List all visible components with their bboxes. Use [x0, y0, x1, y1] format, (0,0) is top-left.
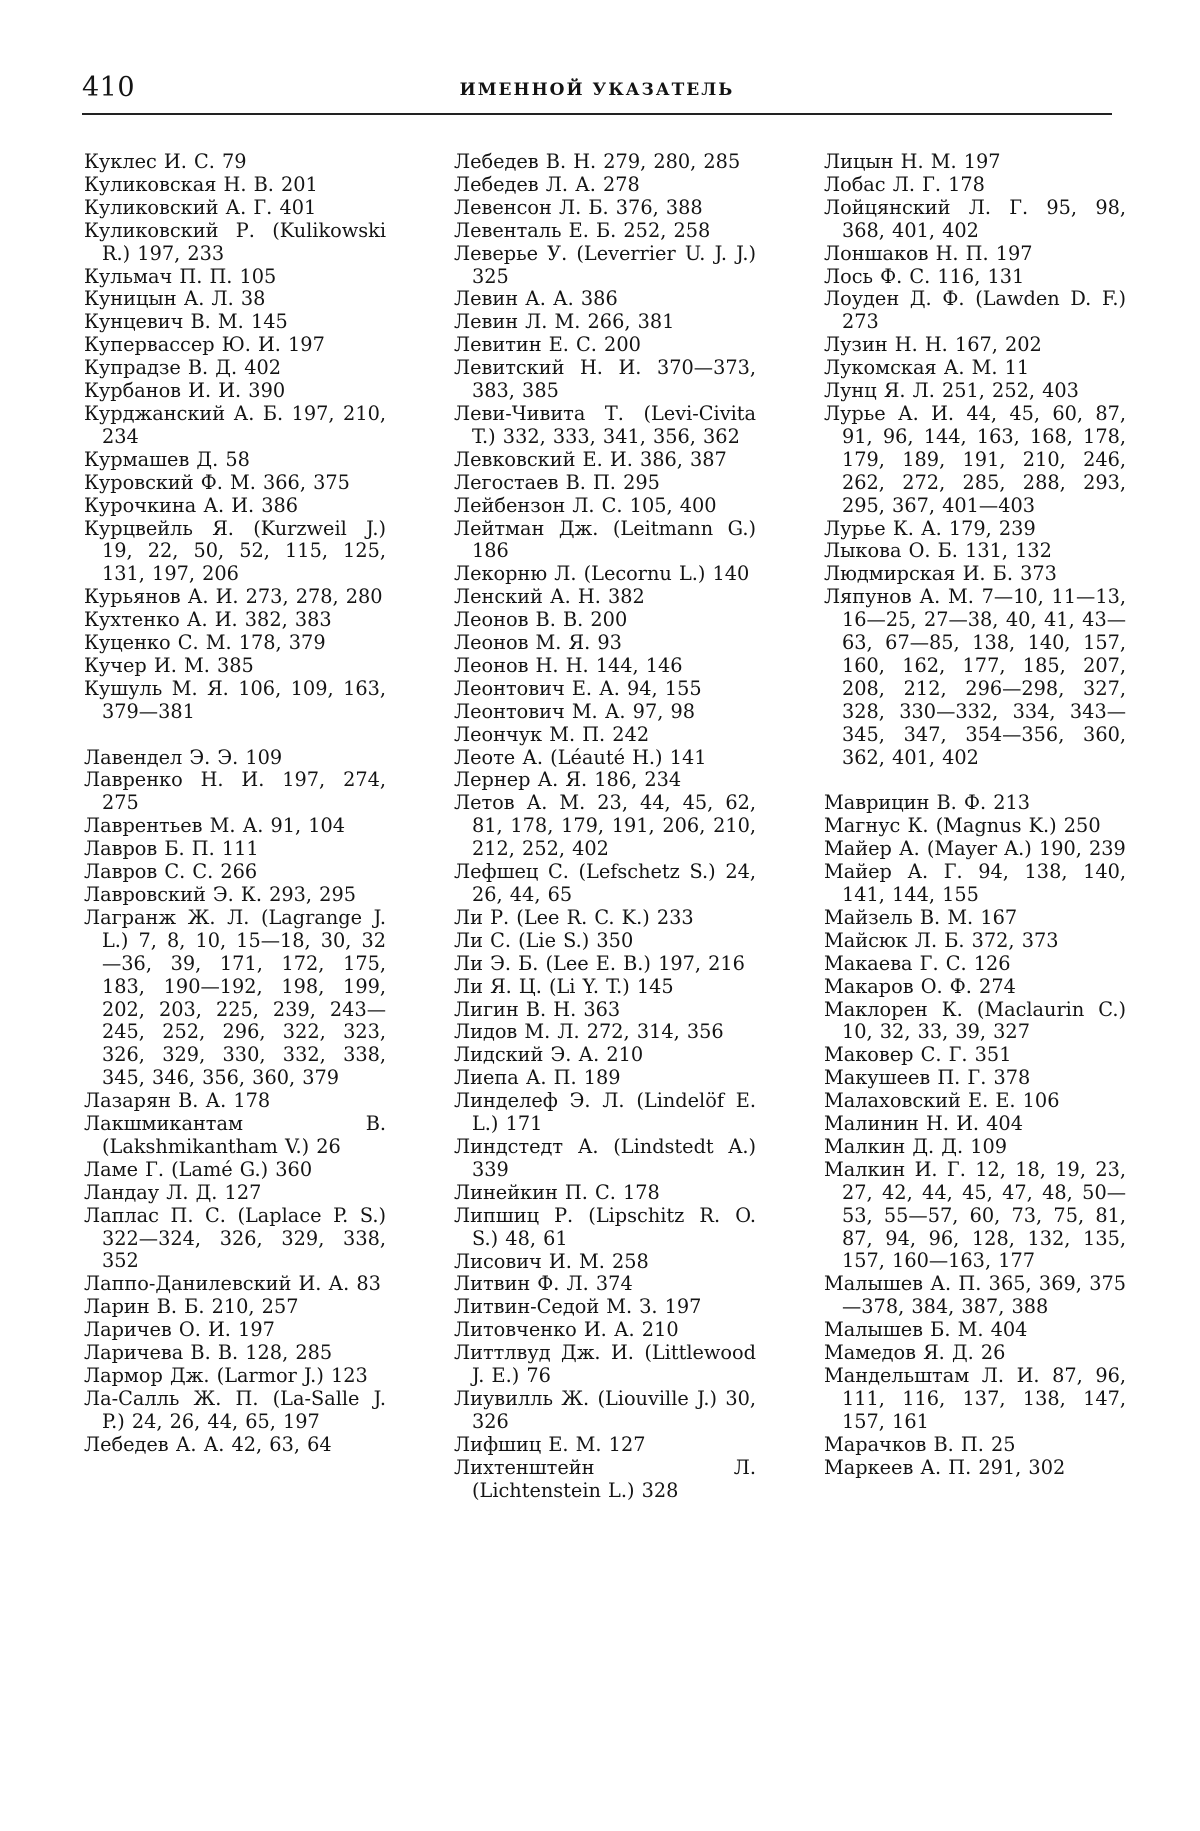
index-entry: Лакшмикантам В. (Lakshmikantham V.) 26: [84, 1112, 386, 1158]
index-entry: Маклорен К. (Maclaurin C.) 10, 32, 33, 39, 327: [824, 997, 1126, 1044]
index-entry: Куликовская Н. В. 201: [84, 172, 318, 196]
page-header: [82, 72, 1112, 112]
index-entry: Ли Э. Б. (Lee E. B.) 197, 216: [454, 951, 745, 975]
index-entry: Ландау Л. Д. 127: [84, 1180, 262, 1204]
index-entry: Левин А. А. 386: [454, 287, 618, 311]
index-entry: Леонов М. Я. 93: [454, 631, 622, 655]
index-entry: Малышев А. П. 365, 369, 375—378, 384, 387, 388: [824, 1272, 1126, 1319]
index-entry: Левитский Н. И. 370—373, 383, 385: [454, 356, 756, 403]
index-entry: Леонтович Е. А. 94, 155: [454, 676, 702, 700]
index-entry: Курджанский А. Б. 197, 210, 234: [84, 401, 386, 448]
index-entry: Ларичев О. И. 197: [84, 1318, 275, 1342]
index-entry: Майзель В. М. 167: [824, 905, 1018, 929]
index-entry: Лейбензон Л. С. 105, 400: [454, 493, 717, 517]
index-entry: Литвин Ф. Л. 374: [454, 1272, 633, 1296]
index-entry: Линейкин П. С. 178: [454, 1180, 660, 1204]
index-entry: Лавров С. С. 266: [84, 860, 258, 884]
index-entry: Леоте А. (Léauté H.) 141: [454, 745, 707, 769]
index-entry: Лоншаков Н. П. 197: [824, 241, 1033, 265]
index-entry: Лавренко Н. И. 197, 274, 275: [84, 768, 386, 815]
index-entry: Лиувилль Ж. (Liouville J.) 30, 326: [454, 1386, 756, 1433]
index-entry: Лернер А. Я. 186, 234: [454, 768, 682, 792]
index-entry: Маковер С. Г. 351: [824, 1043, 1012, 1067]
index-entry: Купервассер Ю. И. 197: [84, 333, 325, 357]
header-rule: [82, 113, 1112, 115]
index-entry: Кульмач П. П. 105: [84, 264, 277, 288]
index-entry: Лихтенштейн Л. (Lichtenstein L.) 328: [454, 1455, 756, 1502]
index-entry: Леви-Чивита Т. (Levi-Civita T.) 332, 333, 341, 356, 362: [454, 401, 756, 448]
index-entry: Майер А. Г. 94, 138, 140, 141, 144, 155: [824, 860, 1126, 906]
index-entry: Курмашев Д. 58: [84, 447, 250, 471]
index-entry: Ли С. (Lie S.) 350: [454, 928, 634, 952]
index-entry: Лаппо-Данилевский И. А. 83: [84, 1272, 381, 1296]
index-entry: Майсюк Л. Б. 372, 373: [824, 928, 1059, 952]
index-entry: Мандельштам Л. И. 87, 96, 111, 116, 137, 138, 147, 157, 161: [824, 1364, 1126, 1433]
index-entry: Лебедев А. А. 42, 63, 64: [84, 1432, 332, 1456]
index-entry: Линдстедт А. (Lindstedt A.) 339: [454, 1134, 756, 1181]
index-entry: Лефшец С. (Lefschetz S.) 24, 26, 44, 65: [454, 860, 756, 906]
index-entry: Макаров О. Ф. 274: [824, 974, 1016, 998]
index-entry: Лаврентьев М. А. 91, 104: [84, 814, 346, 838]
index-entry: Леонов Н. Н. 144, 146: [454, 653, 683, 677]
index-entry: Лейтман Дж. (Leitmann G.) 186: [454, 516, 756, 563]
index-entry: Ляпунов А. М. 7—10, 11—13, 16—25, 27—38, 40, 41, 43—63, 67—85, 138, 140, 157, 160, 162, 177, 185, 207, 208, 212, 296—298, 327, 328, 330—332, 334, 343—345, 347, 354—356, 360, 362, 401, 402: [824, 585, 1126, 769]
index-entry: Лавровский Э. К. 293, 295: [84, 882, 356, 906]
index-column-2: [454, 151, 756, 1821]
index-column-1: [84, 151, 386, 1821]
index-entry: Лаплас П. С. (Laplace P. S.) 322—324, 326, 329, 338, 352: [84, 1203, 386, 1273]
index-entry: Левин Л. М. 266, 381: [454, 310, 675, 334]
index-entry: Куницын А. Л. 38: [84, 287, 266, 311]
index-entry: Левенталь Е. Б. 252, 258: [454, 218, 711, 242]
index-entry: Лебедев Л. А. 278: [454, 172, 640, 196]
index-entry: Курьянов А. И. 273, 278, 280: [84, 585, 383, 609]
index-entry: Лунц Я. Л. 251, 252, 403: [824, 379, 1079, 403]
index-entry: Куликовский Р. (Kulikowski R.) 197, 233: [84, 218, 386, 265]
index-entry: Лурье К. А. 179, 239: [824, 516, 1036, 540]
index-entry: Ли Я. Ц. (Li Y. T.) 145: [454, 974, 674, 998]
index-entry: Легостаев В. П. 295: [454, 470, 660, 494]
index-entry: Малышев Б. М. 404: [824, 1318, 1028, 1342]
index-entry: Лузин Н. Н. 167, 202: [824, 333, 1042, 357]
index-entry: Лисович И. М. 258: [454, 1249, 649, 1273]
index-entry: Лифшиц Е. М. 127: [454, 1432, 646, 1456]
index-entry: Лигин В. Н. 363: [454, 997, 621, 1021]
index-entry: Макушеев П. Г. 378: [824, 1066, 1031, 1090]
index-entry: Макаева Г. С. 126: [824, 951, 1011, 975]
index-entry: Малкин Д. Д. 109: [824, 1134, 1008, 1158]
index-entry: Магнус К. (Magnus K.) 250: [824, 814, 1101, 838]
index-entry: Лидский Э. А. 210: [454, 1043, 644, 1067]
index-entry: Леверье У. (Leverrier U. J. J.) 325: [454, 241, 756, 288]
index-entry: Левенсон Л. Б. 376, 388: [454, 195, 703, 219]
index-entry: Куценко С. М. 178, 379: [84, 631, 326, 655]
running-head: ИМЕННОЙ УКАЗАТЕЛЬ: [459, 80, 735, 100]
index-entry: Маврицин В. Ф. 213: [824, 791, 1031, 815]
index-entry: Малкин И. Г. 12, 18, 19, 23, 27, 42, 44, 45, 47, 48, 50—53, 55—57, 60, 73, 75, 81, 87, 94, 96, 128, 132, 135, 157, 160—163, 177: [824, 1157, 1126, 1273]
index-entry: Лукомская А. М. 11: [824, 356, 1030, 380]
index-entry: Леонов В. В. 200: [454, 608, 628, 632]
index-entry: Лурье А. И. 44, 45, 60, 87, 91, 96, 144, 163, 168, 178, 179, 189, 191, 210, 246, 262, 272, 285, 288, 293, 295, 367, 401—403: [824, 401, 1126, 517]
index-entry: Малаховский Е. Е. 106: [824, 1089, 1060, 1113]
index-entry: Липшиц Р. (Lipschitz R. O. S.) 48, 61: [454, 1203, 756, 1250]
index-entry: Лойцянский Л. Г. 95, 98, 368, 401, 402: [824, 195, 1126, 242]
index-entry: Кушуль М. Я. 106, 109, 163, 379—381: [84, 676, 386, 723]
index-entry: Летов А. М. 23, 44, 45, 62, 81, 178, 179, 191, 206, 210, 212, 252, 402: [454, 791, 756, 861]
index-entry: Курбанов И. И. 390: [84, 379, 286, 403]
index-entry: Левковский Е. И. 386, 387: [454, 447, 727, 471]
index-entry: Марачков В. П. 25: [824, 1432, 1016, 1456]
index-entry: Лекорню Л. (Lecornu L.) 140: [454, 562, 750, 586]
index-entry: Лось Ф. С. 116, 131: [824, 264, 1025, 288]
index-entry: Лавров Б. П. 111: [84, 837, 259, 861]
index-entry: Кучер И. М. 385: [84, 653, 254, 677]
index-entry: Литовченко И. А. 210: [454, 1318, 679, 1342]
index-entry: Леончук М. П. 242: [454, 722, 650, 746]
index-entry: Ли Р. (Lee R. C. K.) 233: [454, 905, 694, 929]
index-entry: Ларичева В. В. 128, 285: [84, 1341, 333, 1365]
index-entry: Ларин В. Б. 210, 257: [84, 1295, 299, 1319]
index-entry: Лармор Дж. (Larmor J.) 123: [84, 1364, 368, 1388]
index-entry: Лобас Л. Г. 178: [824, 172, 985, 196]
index-entry: Купрадзе В. Д. 402: [84, 356, 282, 380]
index-column-3: [824, 151, 1126, 1821]
index-entry: Людмирская И. Б. 373: [824, 562, 1057, 586]
index-entry: Лыкова О. Б. 131, 132: [824, 539, 1052, 563]
index-entry: Куровский Ф. М. 366, 375: [84, 470, 350, 494]
index-entry: Малинин Н. И. 404: [824, 1112, 1023, 1136]
index-entry: Ленский А. Н. 382: [454, 585, 645, 609]
index-entry: Ламе Г. (Lamé G.) 360: [84, 1157, 313, 1181]
index-entry: Мамедов Я. Д. 26: [824, 1341, 1006, 1365]
index-entry: Лицын Н. М. 197: [824, 151, 1001, 173]
index-entry: Курочкина А. И. 386: [84, 493, 299, 517]
index-entry: Левитин Е. С. 200: [454, 333, 641, 357]
index-entry: Лидов М. Л. 272, 314, 356: [454, 1020, 724, 1044]
index-entry: Ла-Салль Ж. П. (La-Salle J. P.) 24, 26, 44, 65, 197: [84, 1386, 386, 1433]
index-entry: Кунцевич В. М. 145: [84, 310, 288, 334]
index-entry: Литвин-Седой М. З. 197: [454, 1295, 702, 1319]
index-entry: Лиепа А. П. 189: [454, 1066, 621, 1090]
index-entry: Лоуден Д. Ф. (Lawden D. F.) 273: [824, 287, 1126, 334]
index-entry: Леонтович М. А. 97, 98: [454, 699, 696, 723]
index-entry: Литтлвуд Дж. И. (Littlewood J. E.) 76: [454, 1341, 756, 1388]
index-entry: Курцвейль Я. (Kurzweil J.) 19, 22, 50, 52, 115, 125, 131, 197, 206: [84, 516, 386, 586]
index-entry: Линделеф Э. Л. (Lindelöf E. L.) 171: [454, 1089, 756, 1136]
index-entry: Лазарян В. А. 178: [84, 1089, 271, 1113]
index-entry: Майер А. (Mayer A.) 190, 239: [824, 837, 1126, 861]
index-entry: Куклес И. С. 79: [84, 151, 247, 173]
index-entry: Куликовский А. Г. 401: [84, 195, 317, 219]
index-entry: Лагранж Ж. Л. (Lagrange J. L.) 7, 8, 10, 15—18, 30, 32—36, 39, 171, 172, 175, 183, 190—192, 198, 199, 202, 203, 225, 239, 243—245, 252, 296, 322, 323, 326, 329, 330, 332, 338, 345, 346, 356, 360, 379: [84, 905, 386, 1090]
index-entry: Маркеев А. П. 291, 302: [824, 1455, 1066, 1479]
index-entry: Лебедев В. Н. 279, 280, 285: [454, 151, 741, 173]
page-number: 410: [82, 72, 136, 103]
index-entry: Лавендел Э. Э. 109: [84, 745, 283, 769]
index-entry: Кухтенко А. И. 382, 383: [84, 608, 332, 632]
